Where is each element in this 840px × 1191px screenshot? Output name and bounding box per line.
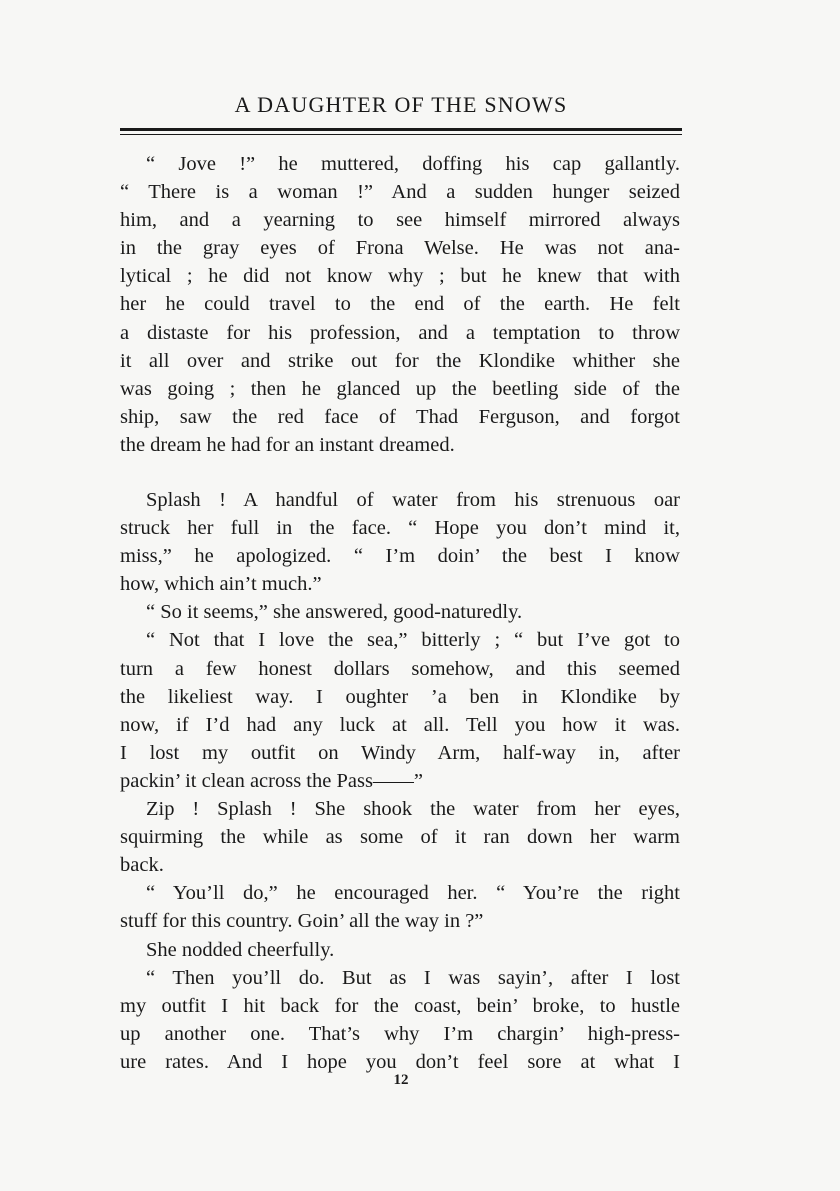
page-number: 12 [393, 1072, 409, 1088]
text-line: squirming the while as some of it ran down her warm [120, 826, 680, 849]
text-line: “ Then you’ll do. But as I was sayin’, after I lost [146, 966, 680, 989]
text-line: “ You’ll do,” he encouraged her. “ You’re the right [146, 882, 680, 905]
text-block-1 [120, 150, 680, 459]
text-block-2 [120, 486, 680, 1076]
running-head-title: A DAUGHTER OF THE SNOWS [234, 92, 568, 117]
text-line: was going ; then he glanced up the beetling side of the [120, 377, 680, 400]
text-line: Zip ! Splash ! She shook the water from her eyes, [146, 798, 680, 821]
text-line: the dream he had for an instant dreamed. [120, 433, 455, 456]
text-line: him, and a yearning to see himself mirrored always [120, 209, 680, 232]
text-line: a distaste for his profession, and a temptation to throw [120, 321, 680, 344]
text-line: in the gray eyes of Frona Welse. He was not ana- [120, 237, 680, 260]
text-line: ship, saw the red face of Thad Ferguson, and forgot [120, 405, 680, 428]
text-line: struck her full in the face. “ Hope you don’t mind it, [120, 517, 680, 540]
text-line: “ Jove !” he muttered, doffing his cap gallantly. [146, 153, 680, 175]
text-line: turn a few honest dollars somehow, and this seemed [120, 657, 680, 680]
header-rule-thick [120, 128, 682, 131]
text-line: miss,” he apologized. “ I’m doin’ the best I know [120, 545, 680, 568]
header-rule-thin [120, 134, 682, 135]
text-line: up another one. That’s why I’m chargin’ high-press- [120, 1022, 680, 1045]
text-line: Splash ! A handful of water from his strenuous oar [146, 489, 680, 511]
text-line: “ Not that I love the sea,” bitterly ; “ but I’ve got to [146, 629, 680, 652]
text-line: her he could travel to the end of the earth. He felt [120, 293, 680, 316]
text-line: packin’ it clean across the Pass——” [120, 769, 424, 792]
text-line: how, which ain’t much.” [120, 573, 322, 596]
text-line: the likeliest way. I oughter ’a ben in Klondike by [120, 685, 680, 708]
text-line: She nodded cheerfully. [146, 938, 335, 961]
text-line: lytical ; he did not know why ; but he knew that with [120, 265, 680, 288]
text-line: stuff for this country. Goin’ all the way in ?” [120, 910, 484, 933]
text-line: I lost my outfit on Windy Arm, half-way in, after [120, 741, 680, 764]
text-line: ure rates. And I hope you don’t feel sore at what I [120, 1050, 680, 1073]
text-line: now, if I’d had any luck at all. Tell you how it was. [120, 713, 680, 736]
text-line: it all over and strike out for the Klondike whither she [120, 349, 680, 372]
text-line: back. [120, 854, 164, 877]
text-line: my outfit I hit back for the coast, bein’ broke, to hustle [120, 994, 680, 1017]
text-line: “ So it seems,” she answered, good-naturedly. [146, 601, 523, 624]
text-line: “ There is a woman !” And a sudden hunger seized [120, 181, 680, 204]
